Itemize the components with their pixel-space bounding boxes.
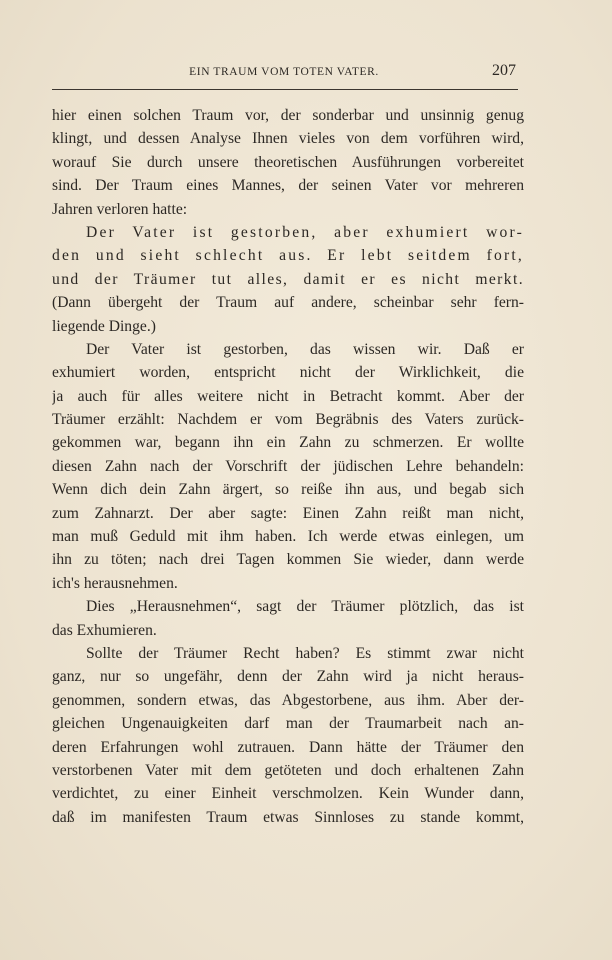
dream-text-line: und der Träumer tut alles, damit er es nicht merkt. (52, 270, 524, 288)
text-line: zum Zahnarzt. Der aber sagte: Einen Zahn reißt man nicht, (52, 504, 524, 522)
text-line: (Dann übergeht der Traum auf andere, scheinbar sehr fern- (52, 294, 524, 312)
text-line: Jahren verloren hatte: (52, 200, 188, 218)
text-line: klingt, und dessen Analyse Ihnen vieles von dem vorführen wird, (52, 130, 524, 148)
dream-text-line: den und sieht schlecht aus. Er lebt seitdem fort, (52, 247, 524, 265)
text-line: worauf Sie durch unsere theoretischen Ausführungen vorbereitet (52, 153, 524, 171)
dream-text-line: Der Vater ist gestorben, aber exhumiert wor- (86, 223, 524, 241)
page-number: 207 (492, 62, 516, 79)
text-line: exhumiert worden, entspricht nicht der Wirklichkeit, die (52, 364, 524, 382)
text-line: hier einen solchen Traum vor, der sonderbar und unsinnig genug (52, 107, 524, 124)
text-line: Wenn dich dein Zahn ärgert, so reiße ihn aus, und begab sich (52, 481, 524, 499)
page-header (52, 60, 516, 86)
text-line: diesen Zahn nach der Vorschrift der jüdischen Lehre behandeln: (52, 457, 524, 475)
header-rule (52, 89, 518, 90)
text-line: verstorbenen Vater mit dem getöteten und doch erhaltenen Zahn (52, 761, 524, 779)
text-line: Träumer erzählt: Nachdem er vom Begräbnis des Vaters zurück- (52, 411, 524, 429)
text-line: ganz, nur so ungefähr, denn der Zahn wird ja nicht heraus- (52, 668, 524, 686)
text-line: das Exhumieren. (52, 621, 157, 639)
text-line: genommen, sondern etwas, das Abgestorbene, aus ihm. Aber der- (52, 691, 524, 709)
text-line: gleichen Ungenauigkeiten darf man der Traumarbeit nach an- (52, 715, 524, 733)
text-line: liegende Dinge.) (52, 317, 156, 335)
running-title: EIN TRAUM VOM TOTEN VATER. (189, 66, 379, 78)
text-line: Dies „Herausnehmen“, sagt der Träumer plötzlich, das ist (86, 598, 524, 616)
text-line: Der Vater ist gestorben, das wissen wir. Daß er (86, 340, 524, 358)
text-line: verdichtet, zu einer Einheit verschmolzen. Kein Wunder dann, (52, 785, 524, 803)
text-line: man muß Geduld mit ihm haben. Ich werde etwas einlegen, um (52, 528, 524, 546)
text-line: sind. Der Traum eines Mannes, der seinen Vater vor mehreren (52, 177, 524, 195)
text-line: daß im manifesten Traum etwas Sinnloses zu stande kommt, (52, 808, 524, 826)
text-line: ihn zu töten; nach drei Tagen kommen Sie wieder, dann werde (52, 551, 524, 569)
text-line: Sollte der Träumer Recht haben? Es stimmt zwar nicht (86, 644, 524, 662)
text-line: ich's herausnehmen. (52, 574, 178, 592)
text-line: gekommen war, begann ihn ein Zahn zu schmerzen. Er wollte (52, 434, 524, 452)
text-line: deren Erfahrungen wohl zutrauen. Dann hätte der Träumer den (52, 738, 524, 756)
text-line: ja auch für alles weitere nicht in Betracht kommt. Aber der (52, 387, 524, 405)
body-text (52, 104, 524, 829)
